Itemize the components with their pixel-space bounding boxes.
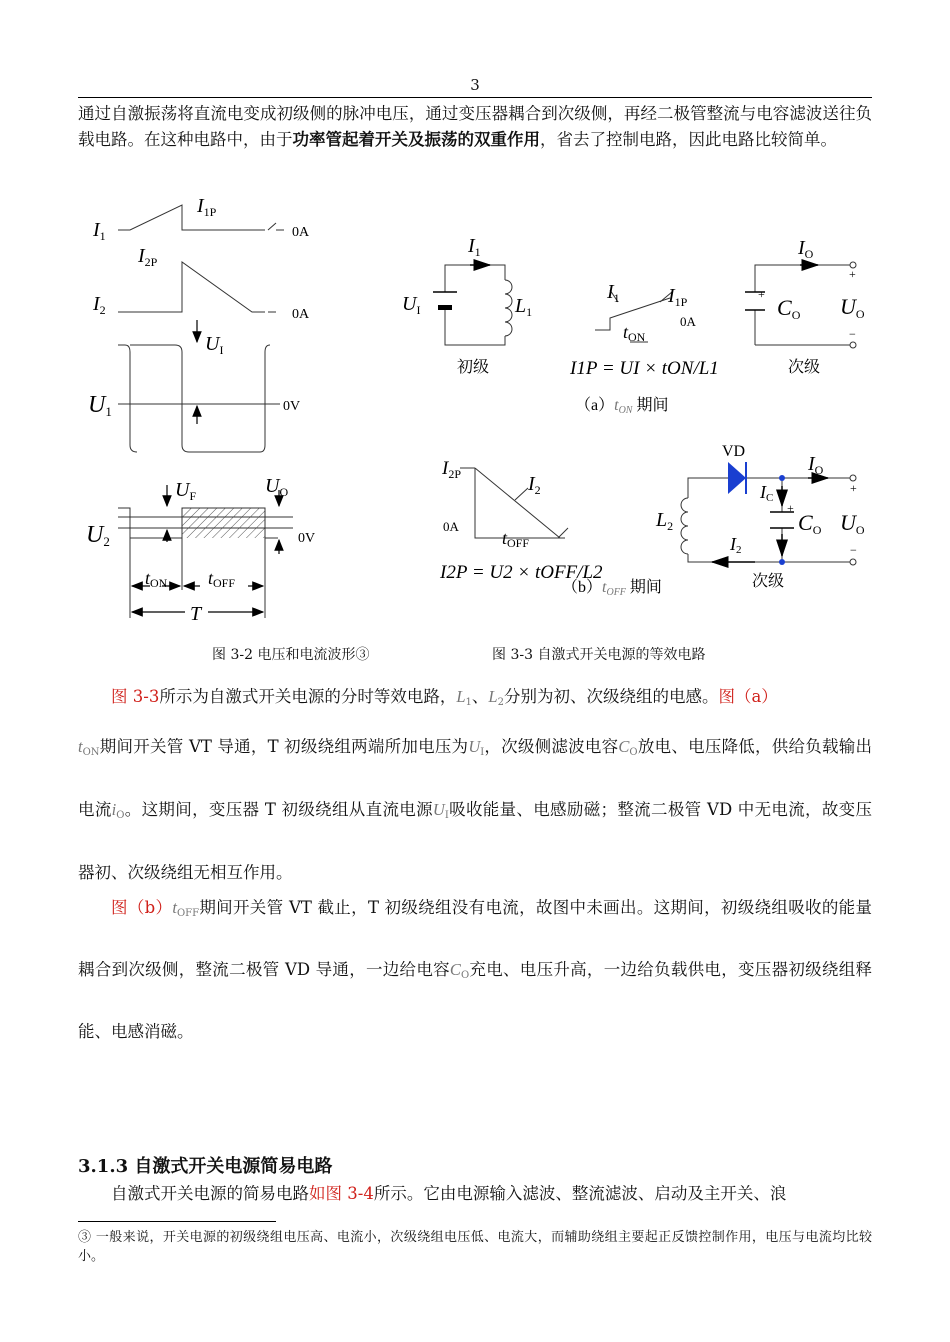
b-cap-plus-sign: + bbox=[787, 501, 794, 515]
uf-label: $U_F$ bbox=[175, 479, 197, 503]
zero-a-label: 0A bbox=[292, 225, 310, 240]
intro-bold: 功率管起着开关及振荡的双重作用 bbox=[292, 130, 540, 149]
diode-symbol bbox=[728, 462, 746, 494]
figure-3-3-caption: 图 3-3 自激式开关电源的等效电路 bbox=[492, 647, 706, 663]
a-plus-sign: + bbox=[849, 267, 856, 281]
u2-label: U2 bbox=[86, 522, 110, 549]
a-uo-label: UO bbox=[840, 294, 865, 321]
a-secondary-label: 次级 bbox=[788, 359, 821, 376]
b-toff-label: tOFF bbox=[502, 528, 530, 550]
i1-label: $I_1$ bbox=[93, 219, 106, 243]
b-i2-label: $I_2$ bbox=[528, 473, 541, 497]
b-io-label: $I_O$ bbox=[808, 453, 824, 477]
b-minus-sign: − bbox=[850, 543, 857, 557]
b-plus-sign: + bbox=[850, 481, 857, 495]
footnote-rule bbox=[78, 1221, 276, 1222]
vd-label: VD bbox=[722, 443, 746, 460]
zero-v-label-2: 0V bbox=[298, 531, 316, 546]
intro-paragraph: 通过自激振荡将直流电变成初级侧的脉冲电压，通过变压器耦合到次级侧，再经二极管整流与电容滤波送往负载电路。在这种电路中，由于功率管起着开关及振荡的双重作用，省去了控制电路，因此电路比较简单。 bbox=[78, 104, 872, 149]
ref-fig-3-3[interactable]: 图 3-3 bbox=[111, 687, 160, 706]
ton-label: tON bbox=[145, 568, 168, 590]
i2p-label: $I_{2P}$ bbox=[138, 245, 158, 269]
figure-b-label: （b）tOFF 期间 bbox=[562, 579, 662, 598]
figure-a-label: （a）tON 期间 bbox=[575, 397, 669, 416]
a-w-i1p-label: $I_{1P}$ bbox=[668, 285, 688, 309]
u1-label: U1 bbox=[88, 392, 112, 419]
zero-a-label-2: 0A bbox=[292, 307, 310, 322]
section-heading: 3.1.3 自激式开关电源简易电路 bbox=[78, 1156, 333, 1177]
a-formula: I1P = UI × tON/L1 bbox=[570, 358, 719, 379]
b-zero-label: 0A bbox=[443, 519, 459, 534]
header-rule bbox=[78, 97, 872, 98]
a-w-ton-label: tON bbox=[623, 322, 646, 344]
ref-fig-3-4[interactable]: 如图 3-4 bbox=[309, 1184, 374, 1203]
figure-3-3b-circuit bbox=[420, 440, 890, 610]
a-io-label: $I_O$ bbox=[798, 237, 814, 261]
i1p-label: $I_{1P}$ bbox=[197, 195, 217, 219]
a-ui-label: $U_I$ bbox=[402, 293, 421, 317]
paragraph-3: 图$(b)t_{OFF}$期间开关管 VT 截止，T 初级绕组没有电流，故图中未画出。这期间，初级绕组吸收的能量耦合到次级侧，整流二极管 VD 导通，一边给电容$C_O$充电、电压升高，一边给负载供电，变压器初级绕组释能、电感消磁。 bbox=[78, 898, 872, 1041]
toff-label: tOFF bbox=[208, 568, 236, 590]
ref-fig-a[interactable]: 图（a） bbox=[718, 687, 778, 706]
primary-label: 初级 bbox=[457, 359, 490, 376]
uo-label: $U_O$ bbox=[265, 475, 289, 499]
figure-3-3a-circuit bbox=[390, 230, 890, 420]
b-i2p-label: $I_{2P}$ bbox=[442, 458, 462, 481]
a-minus-sign: − bbox=[849, 327, 856, 341]
a-cap-plus-sign: + bbox=[758, 287, 765, 301]
b-l2-label: $L_2$ bbox=[656, 509, 674, 533]
figure-3-2-waveforms bbox=[0, 190, 380, 630]
b-secondary-label: 次级 bbox=[752, 573, 785, 590]
a-w-zero-label: 0A bbox=[680, 314, 696, 329]
ref-fig-b[interactable]: 图（b） bbox=[111, 898, 173, 917]
b-formula: I2P = U2 × tOFF/L2 bbox=[440, 562, 603, 583]
b-co-label: CO bbox=[798, 510, 822, 537]
paragraph-2: 图 3-3所示为自激式开关电源的分时等效电路，$L_1$、$L_2$分别为初、次级绕组的电感。图（a） $t_{ON}$期间开关管 VT 导通，T 初级绕组两端所加电压为$U_I$，次级侧滤波电容$C_O$放电、电压降低，供给负载输出电流$i_O$。这期间，变压器 T 初级绕组从直流电源$U_I$吸收能量、电感励磁；整流二极管 VD 中无电流，故变压器初、次级绕组无相互作用。 bbox=[78, 687, 873, 882]
a-i1-label: $I_1$ bbox=[468, 235, 481, 259]
a-l1-label: $L_1$ bbox=[515, 295, 533, 319]
figure-3-2-caption: 图 3-2 电压和电流波形③ bbox=[212, 647, 370, 663]
ui-label: $U_I$ bbox=[205, 333, 224, 357]
i2-label: $I_2$ bbox=[93, 293, 106, 317]
b-uo-label: UO bbox=[840, 510, 865, 537]
b-sec-i2-label: I2 bbox=[730, 534, 742, 556]
period-label: T bbox=[190, 603, 202, 625]
a-w-i1-label: $I_1$ bbox=[607, 281, 620, 305]
zero-v-label: 0V bbox=[283, 399, 301, 414]
b-ic-label: IC bbox=[760, 482, 774, 504]
page-number: 3 bbox=[470, 76, 480, 94]
footnote: ③ 一般来说，开关电源的初级绕组电压高、电流小，次级绕组电压低、电流大，而辅助绕组主要起正反馈控制作用，电压与电流均比较小。 bbox=[78, 1230, 872, 1264]
a-co-label: CO bbox=[777, 295, 801, 322]
section-paragraph: 自激式开关电源的简易电路如图 3-4所示。它由电源输入滤波、整流滤波、启动及主开关、浪 bbox=[111, 1184, 787, 1203]
